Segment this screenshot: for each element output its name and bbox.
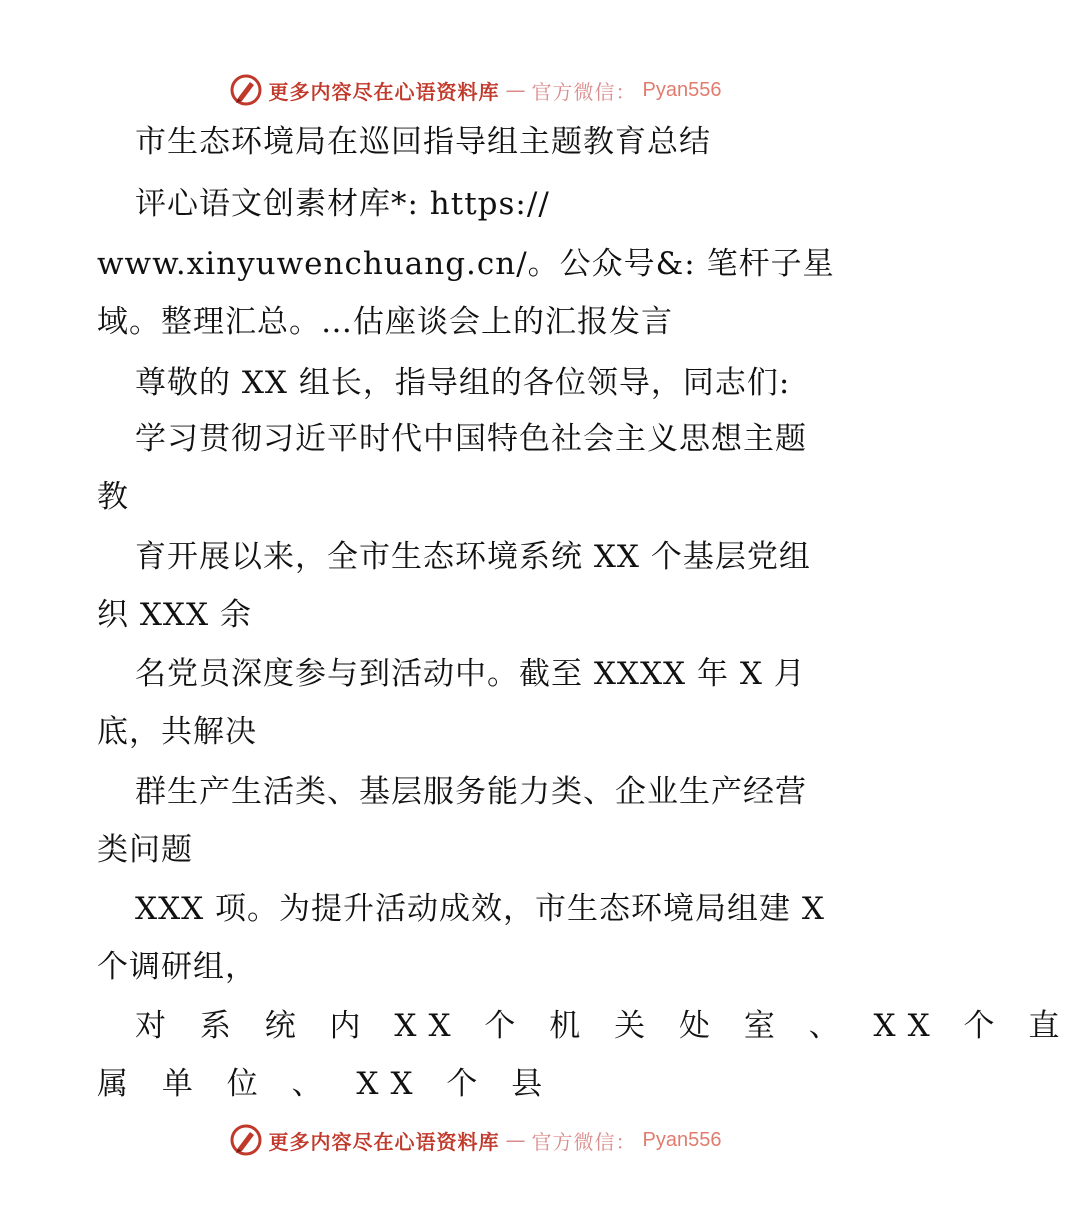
doc-line: 育开展以来，全市生态环境系统 XX 个基层党组 bbox=[135, 539, 811, 575]
doc-line: 类问题 bbox=[97, 832, 193, 868]
doc-line: 教 bbox=[97, 479, 129, 515]
pen-circle-icon bbox=[229, 73, 263, 107]
doc-line: 织 XXX 余 bbox=[97, 597, 252, 633]
doc-line: 域。整理汇总。…估座谈会上的汇报发言 bbox=[97, 304, 673, 340]
doc-line: 属 单 位 、 XX 个 县 bbox=[97, 1066, 555, 1102]
banner-wechat-id: Pyan556 bbox=[642, 78, 722, 101]
header-banner bbox=[0, 70, 950, 110]
doc-line: 尊敬的 XX 组长，指导组的各位领导，同志们: bbox=[135, 365, 791, 401]
doc-line: 学习贯彻习近平时代中国特色社会主义思想主题 bbox=[135, 421, 807, 457]
doc-line: www.xinyuwenchuang.cn/。公众号&: 笔杆子星 bbox=[97, 246, 835, 282]
doc-line: XXX 项。为提升活动成效，市生态环境局组建 X bbox=[135, 891, 825, 927]
doc-line: 市生态环境局在巡回指导组主题教育总结 bbox=[135, 124, 711, 160]
banner-wechat-id: Pyan556 bbox=[642, 1128, 722, 1151]
banner-separator: — bbox=[505, 1128, 526, 1152]
footer-banner-content bbox=[229, 1123, 722, 1157]
banner-title: 更多内容尽在心语资料库 bbox=[268, 79, 500, 104]
doc-line: 个调研组， bbox=[97, 949, 257, 985]
banner-official-label: 官方微信： bbox=[531, 1129, 637, 1154]
doc-line: 名党员深度参与到活动中。截至 XXXX 年 X 月 bbox=[135, 656, 806, 692]
doc-line: 群生产生活类、基层服务能力类、企业生产经营 bbox=[135, 774, 807, 810]
pen-circle-icon bbox=[229, 1123, 263, 1157]
banner-official-label: 官方微信： bbox=[531, 79, 637, 104]
banner-separator: — bbox=[505, 78, 526, 102]
doc-line: 对 系 统 内 XX 个 机 关 处 室 、 XX 个 直 bbox=[135, 1008, 1071, 1044]
doc-line: 评心语文创素材库*: https:// bbox=[135, 186, 550, 222]
header-banner-content bbox=[229, 73, 722, 107]
footer-banner bbox=[0, 1120, 950, 1160]
doc-line: 底，共解决 bbox=[97, 714, 257, 750]
banner-title: 更多内容尽在心语资料库 bbox=[268, 1129, 500, 1154]
